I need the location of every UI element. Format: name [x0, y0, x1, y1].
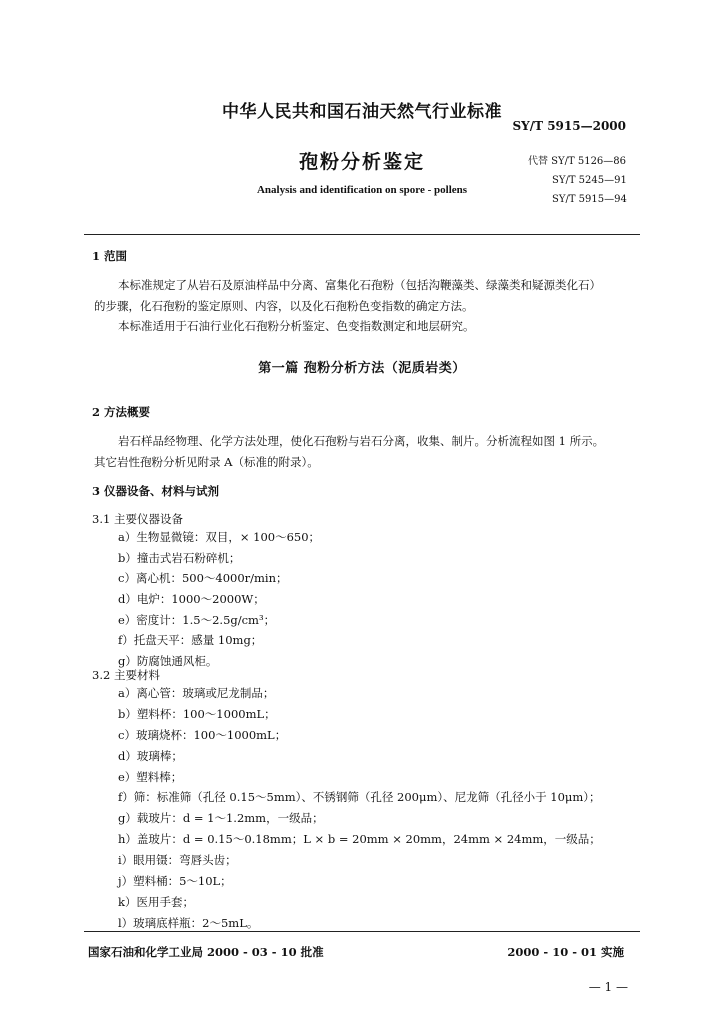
- list-item: a）离心管：玻璃或尼龙制品；: [118, 686, 275, 700]
- section-1-paragraph-1: 本标准规定了从岩石及原油样品中分离、富集化石孢粉（包括沟鞭藻类、绿藻类和疑源类化石）: [118, 278, 601, 292]
- page-number: — 1 —: [588, 980, 628, 994]
- replaced-standard: SY/T 5245—91: [552, 175, 627, 186]
- list-item: c）离心机：500～4000r/min；: [118, 571, 288, 586]
- approval-date: 国家石油和化学工业局 2000 - 03 - 10 批准: [88, 945, 324, 959]
- section-3-1-heading: 3.1 主要仪器设备: [92, 512, 183, 526]
- section-2-paragraph-cont: 其它岩性孢粉分析见附录 A（标准的附录）。: [94, 455, 319, 469]
- list-item: i）眼用镊：弯唇头齿；: [118, 853, 237, 868]
- effective-date: 2000 - 10 - 01 实施: [507, 945, 624, 959]
- section-3-2-heading: 3.2 主要材料: [92, 668, 160, 682]
- list-item: l）玻璃底样瓶：2～5mL。: [118, 915, 259, 930]
- section-2-paragraph: 岩石样品经物理、化学方法处理，使化石孢粉与岩石分离，收集、制片。分析流程如图 1 所示。: [118, 434, 605, 448]
- header-divider: [84, 234, 640, 235]
- footer-divider: [84, 931, 640, 932]
- section-1-heading: 1 范围: [92, 249, 128, 263]
- list-item: d）玻璃棒；: [118, 748, 183, 763]
- replaced-standard: SY/T 5915—94: [552, 194, 627, 205]
- list-item: j）塑料桶：5～10L；: [118, 874, 232, 889]
- list-item: b）撞击式岩石粉碎机；: [118, 550, 241, 565]
- list-item: f）托盘天平：感量 10mg；: [118, 633, 263, 648]
- replaced-standard: 代替 SY/T 5126—86: [528, 156, 627, 167]
- list-item: e）密度计：1.5～2.5g/cm³；: [118, 612, 276, 627]
- section-2-heading: 2 方法概要: [92, 405, 151, 419]
- list-item: e）塑料棒；: [118, 769, 183, 784]
- list-item: g）载玻片：d = 1～1.2mm，一级品；: [118, 811, 324, 826]
- list-item: g）防腐蚀通风柜。: [118, 654, 218, 669]
- part-1-title: 第一篇 孢粉分析方法（泥质岩类）: [258, 361, 466, 376]
- list-item: b）塑料杯：100～1000mL；: [118, 706, 276, 721]
- issuing-organization: 中华人民共和国石油天然气行业标准: [222, 102, 502, 122]
- standard-code: SY/T 5915—2000: [512, 119, 626, 133]
- list-item: a）生物显微镜：双目，× 100～650；: [118, 530, 321, 544]
- section-3-heading: 3 仪器设备、材料与试剂: [92, 484, 220, 498]
- replaced-standards: [528, 152, 627, 209]
- list-item: h）盖玻片：d = 0.15～0.18mm；L × b = 20mm × 20mm，24mm × 24mm，一级品；: [118, 832, 601, 847]
- equipment-list: [118, 527, 320, 672]
- list-item: d）电炉：1000～2000W；: [118, 592, 265, 607]
- document-title-english: Analysis and identification on spore - pollens: [256, 184, 468, 196]
- document-title: 孢粉分析鉴定: [298, 151, 425, 173]
- section-1-paragraph-1-cont: 的步骤，化石孢粉的鉴定原则、内容，以及化石孢粉色变指数的确定方法。: [94, 299, 474, 313]
- materials-list: [118, 683, 601, 934]
- list-item: c）玻璃烧杯：100～1000mL；: [118, 727, 287, 742]
- list-item: k）医用手套；: [118, 894, 194, 909]
- section-1-paragraph-2: 本标准适用于石油行业化石孢粉分析鉴定、色变指数测定和地层研究。: [118, 319, 475, 333]
- list-item: f）筛：标准筛（孔径 0.15～5mm）、不锈钢筛（孔径 200μm）、尼龙筛（孔径小于 10μm）；: [118, 790, 601, 805]
